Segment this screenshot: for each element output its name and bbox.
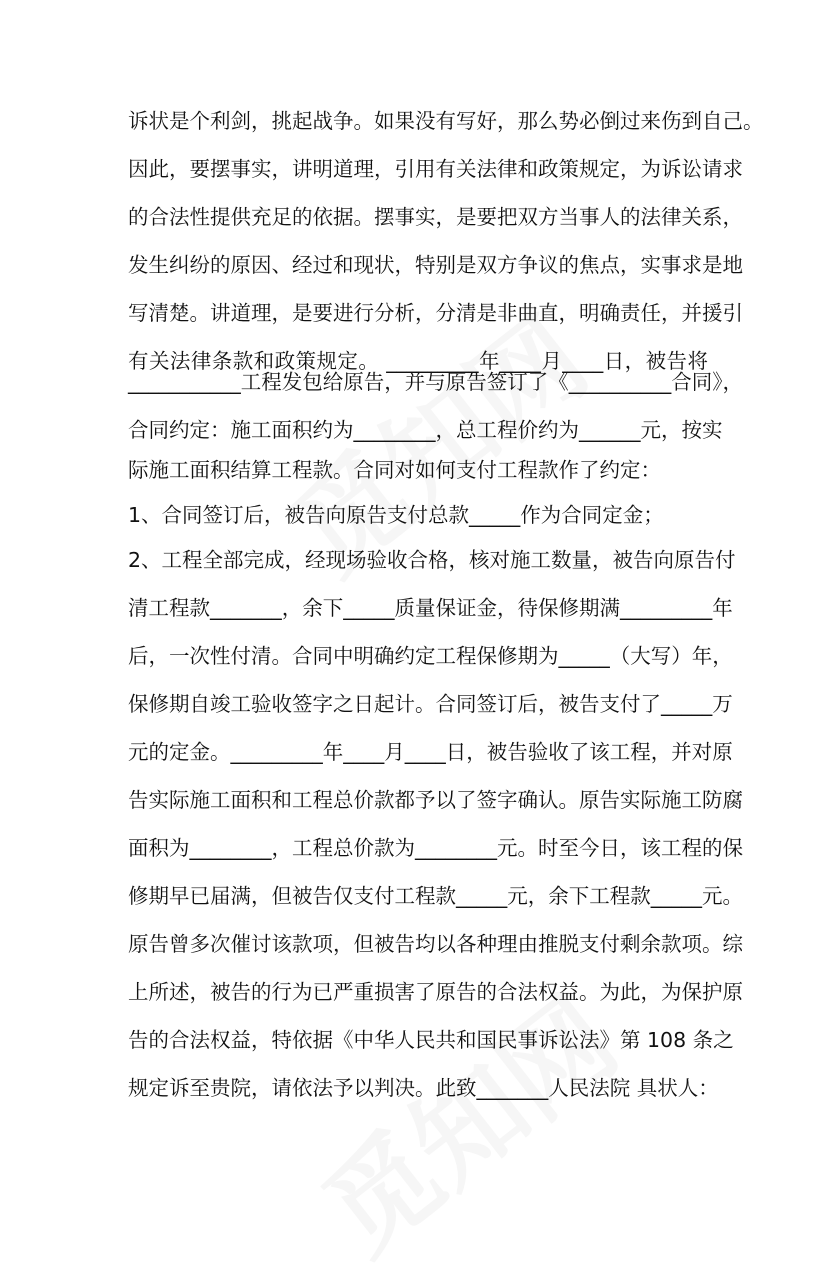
paragraph-line: 的合法性提供充足的依据。摆事实，是要把双方当事人的法律关系， <box>128 205 743 229</box>
paragraph-line: 写清楚。讲道理，是要进行分析，分清是非曲直，明确责任，并援引 <box>128 301 743 325</box>
paragraph-line: 保修期自竣工验收签字之日起计。合同签订后，被告支付了_____万 <box>128 692 733 716</box>
paragraph-line: 规定诉至贵院，请依法予以判决。此致_______人民法院 具状人： <box>128 1076 719 1100</box>
paragraph-line: 2、工程全部完成，经现场验收合格，核对施工数量，被告向原告付 <box>128 548 736 572</box>
paragraph-line: 际施工面积结算工程款。合同对如何支付工程款作了约定： <box>128 458 661 482</box>
paragraph-line: 诉状是个利剑，挑起战争。如果没有写好，那么势必倒过来伤到自己。 <box>128 109 764 133</box>
paragraph-line: 面积为________，工程总价款为________元。时至今日，该工程的保 <box>128 836 743 860</box>
paragraph-line: 告的合法权益，特依据《中华人民共和国民事诉讼法》第 108 条之 <box>128 1028 734 1052</box>
paragraph-line: 告实际施工面积和工程总价款都予以了签字确认。原告实际施工防腐 <box>128 788 743 812</box>
paragraph-line: 清工程款_______，余下_____质量保证金，待保修期满_________年 <box>128 596 733 620</box>
paragraph-line: 上所述，被告的行为已严重损害了原告的合法权益。为此，为保护原 <box>128 980 743 1004</box>
paragraph-line: 因此，要摆事实，讲明道理，引用有关法律和政策规定，为诉讼请求 <box>128 157 743 181</box>
paragraph-line: 合同约定：施工面积约为________，总工程价约为______元，按实 <box>128 418 723 442</box>
paragraph-line: 原告曾多次催讨该款项，但被告均以各种理由推脱支付剩余款项。综 <box>128 932 743 956</box>
paragraph-line: 1、合同签订后，被告向原告支付总款_____作为合同定金； <box>128 503 664 527</box>
paragraph-line: 发生纠纷的原因、经过和现状，特别是双方争议的焦点，实事求是地 <box>128 253 743 277</box>
paragraph-line: 有关法律条款和政策规定。 _________年____月____日，被告将 <box>128 349 708 373</box>
paragraph-line: ___________工程发包给原告，并与原告签订了《__________合同》， <box>128 370 743 394</box>
paragraph-line: 元的定金。_________年____月____日，被告验收了该工程，并对原 <box>128 740 733 764</box>
paragraph-line: 修期早已届满，但被告仅支付工程款_____元，余下工程款_____元。 <box>128 884 743 908</box>
paragraph-line: 后，一次性付清。合同中明确约定工程保修期为_____（大写）年， <box>128 644 733 668</box>
